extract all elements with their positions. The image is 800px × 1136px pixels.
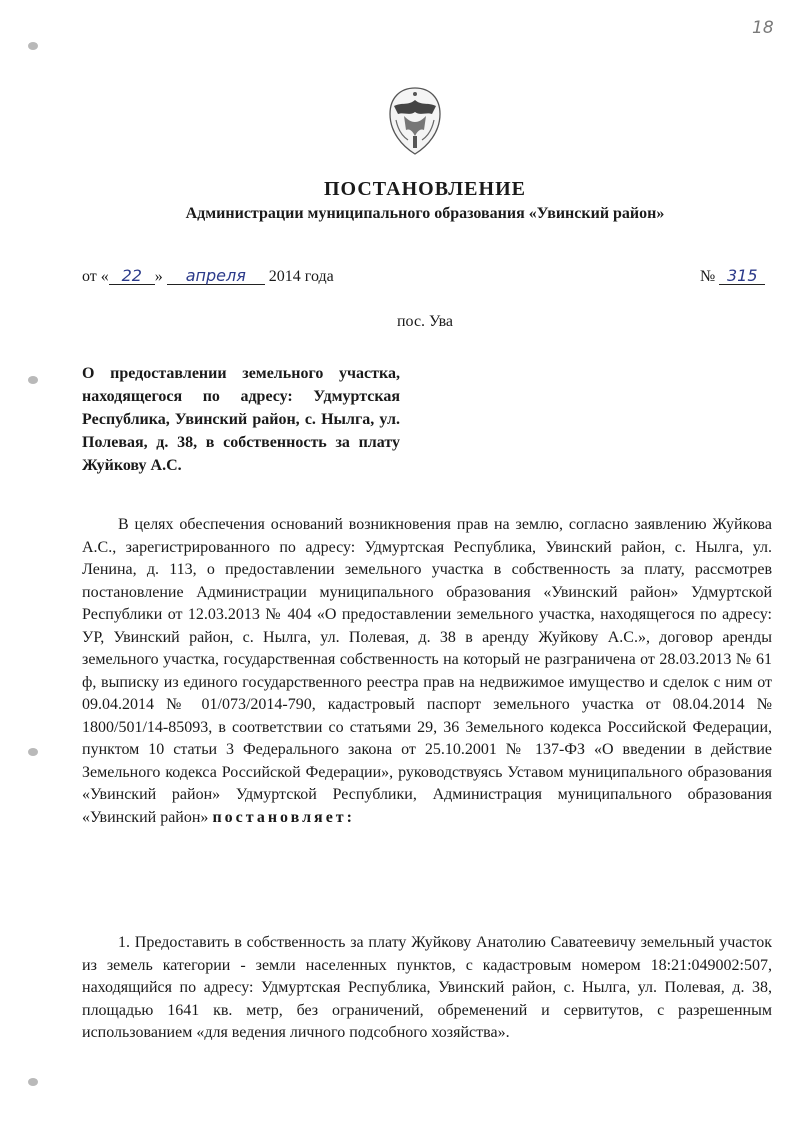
date-month: апреля bbox=[167, 268, 265, 285]
date-year: 2014 года bbox=[268, 268, 334, 285]
punch-hole-mark bbox=[28, 376, 38, 384]
date-day: 22 bbox=[109, 268, 155, 285]
date-prefix: от « bbox=[82, 268, 109, 285]
punch-hole-mark bbox=[28, 1078, 38, 1086]
handwritten-page-mark: 18 bbox=[752, 18, 774, 38]
document-title: ПОСТАНОВЛЕНИЕ bbox=[324, 178, 526, 200]
document-subject: О предоставлении земельного участка, находящегося по адресу: Удмуртская Республика, Увинский район, с. Нылга, ул. Полевая, д. 38, в собственность за плату Жуйкову А.С. bbox=[82, 365, 400, 474]
coat-of-arms-emblem bbox=[384, 84, 446, 158]
punch-hole-mark bbox=[28, 42, 38, 50]
document-subtitle: Администрации муниципального образования «Увинский район» bbox=[185, 205, 665, 222]
number-value: 315 bbox=[719, 268, 765, 285]
preamble-paragraph bbox=[82, 514, 772, 829]
punch-hole-mark bbox=[28, 748, 38, 756]
document-number bbox=[700, 268, 765, 286]
clause-1-paragraph: 1. Предоставить в собственность за плату Жуйкову Анатолию Саватеевичу земельный участок из земель категории - земли населенных пунктов, с кадастровым номером 18:21:049002:507, находящийся по адресу: Удмуртская Республика, Увинский район, с. Нылга, ул. Полевая, д. 38, площадью 1641 кв. метр, без ограничений, обременений и сервитутов, с разрешенным использованием «для ведения личного подсобного хозяйства». bbox=[82, 934, 772, 1041]
preamble-text: В целях обеспечения оснований возникновения прав на землю, согласно заявлению Жуйкова А.С., зарегистрированного по адресу: Удмуртская Республика, Увинский район, с. Нылга, ул. Ленина, д. 113, о предоставлении земельного участка в собственность за плату, рассмотрев постановление Администрации муниципального образования «Увинский район» Удмуртской Республики от 12.03.2013 № 404 «О предоставлении земельного участка, находящегося по адресу: УР, Увинский район, с. Нылга, ул. Полевая, д. 38 в аренду Жуйкову А.С.», договор аренды земельного участка, государственная собственность на который не разграничена от 28.03.2013 № 61 ф, выписку из единого государственного реестра прав на недвижимое имущество и сделок с ним от 09.04.2014 № 01/073/2014-790, кадастровый паспорт земельного участка от 08.04.2014 № 1800/501/14-85093, в соответствии со статьями 29, 36 Земельного кодекса Российской Федерации, пунктом 10 статьи 3 Федерального закона от 25.10.2001 № 137-ФЗ «О введении в действие Земельного кодекса Российской Федерации», руководствуясь Уставом муниципального образования «Увинский район» Удмуртской Республики, Администрация муниципального образования «Увинский район» bbox=[82, 516, 772, 826]
date-quote-close: » bbox=[154, 268, 163, 285]
resolve-word: постановляет: bbox=[212, 808, 355, 826]
number-label: № bbox=[700, 268, 716, 285]
date-line bbox=[82, 268, 334, 286]
place-of-issue: пос. Ува bbox=[396, 313, 454, 330]
